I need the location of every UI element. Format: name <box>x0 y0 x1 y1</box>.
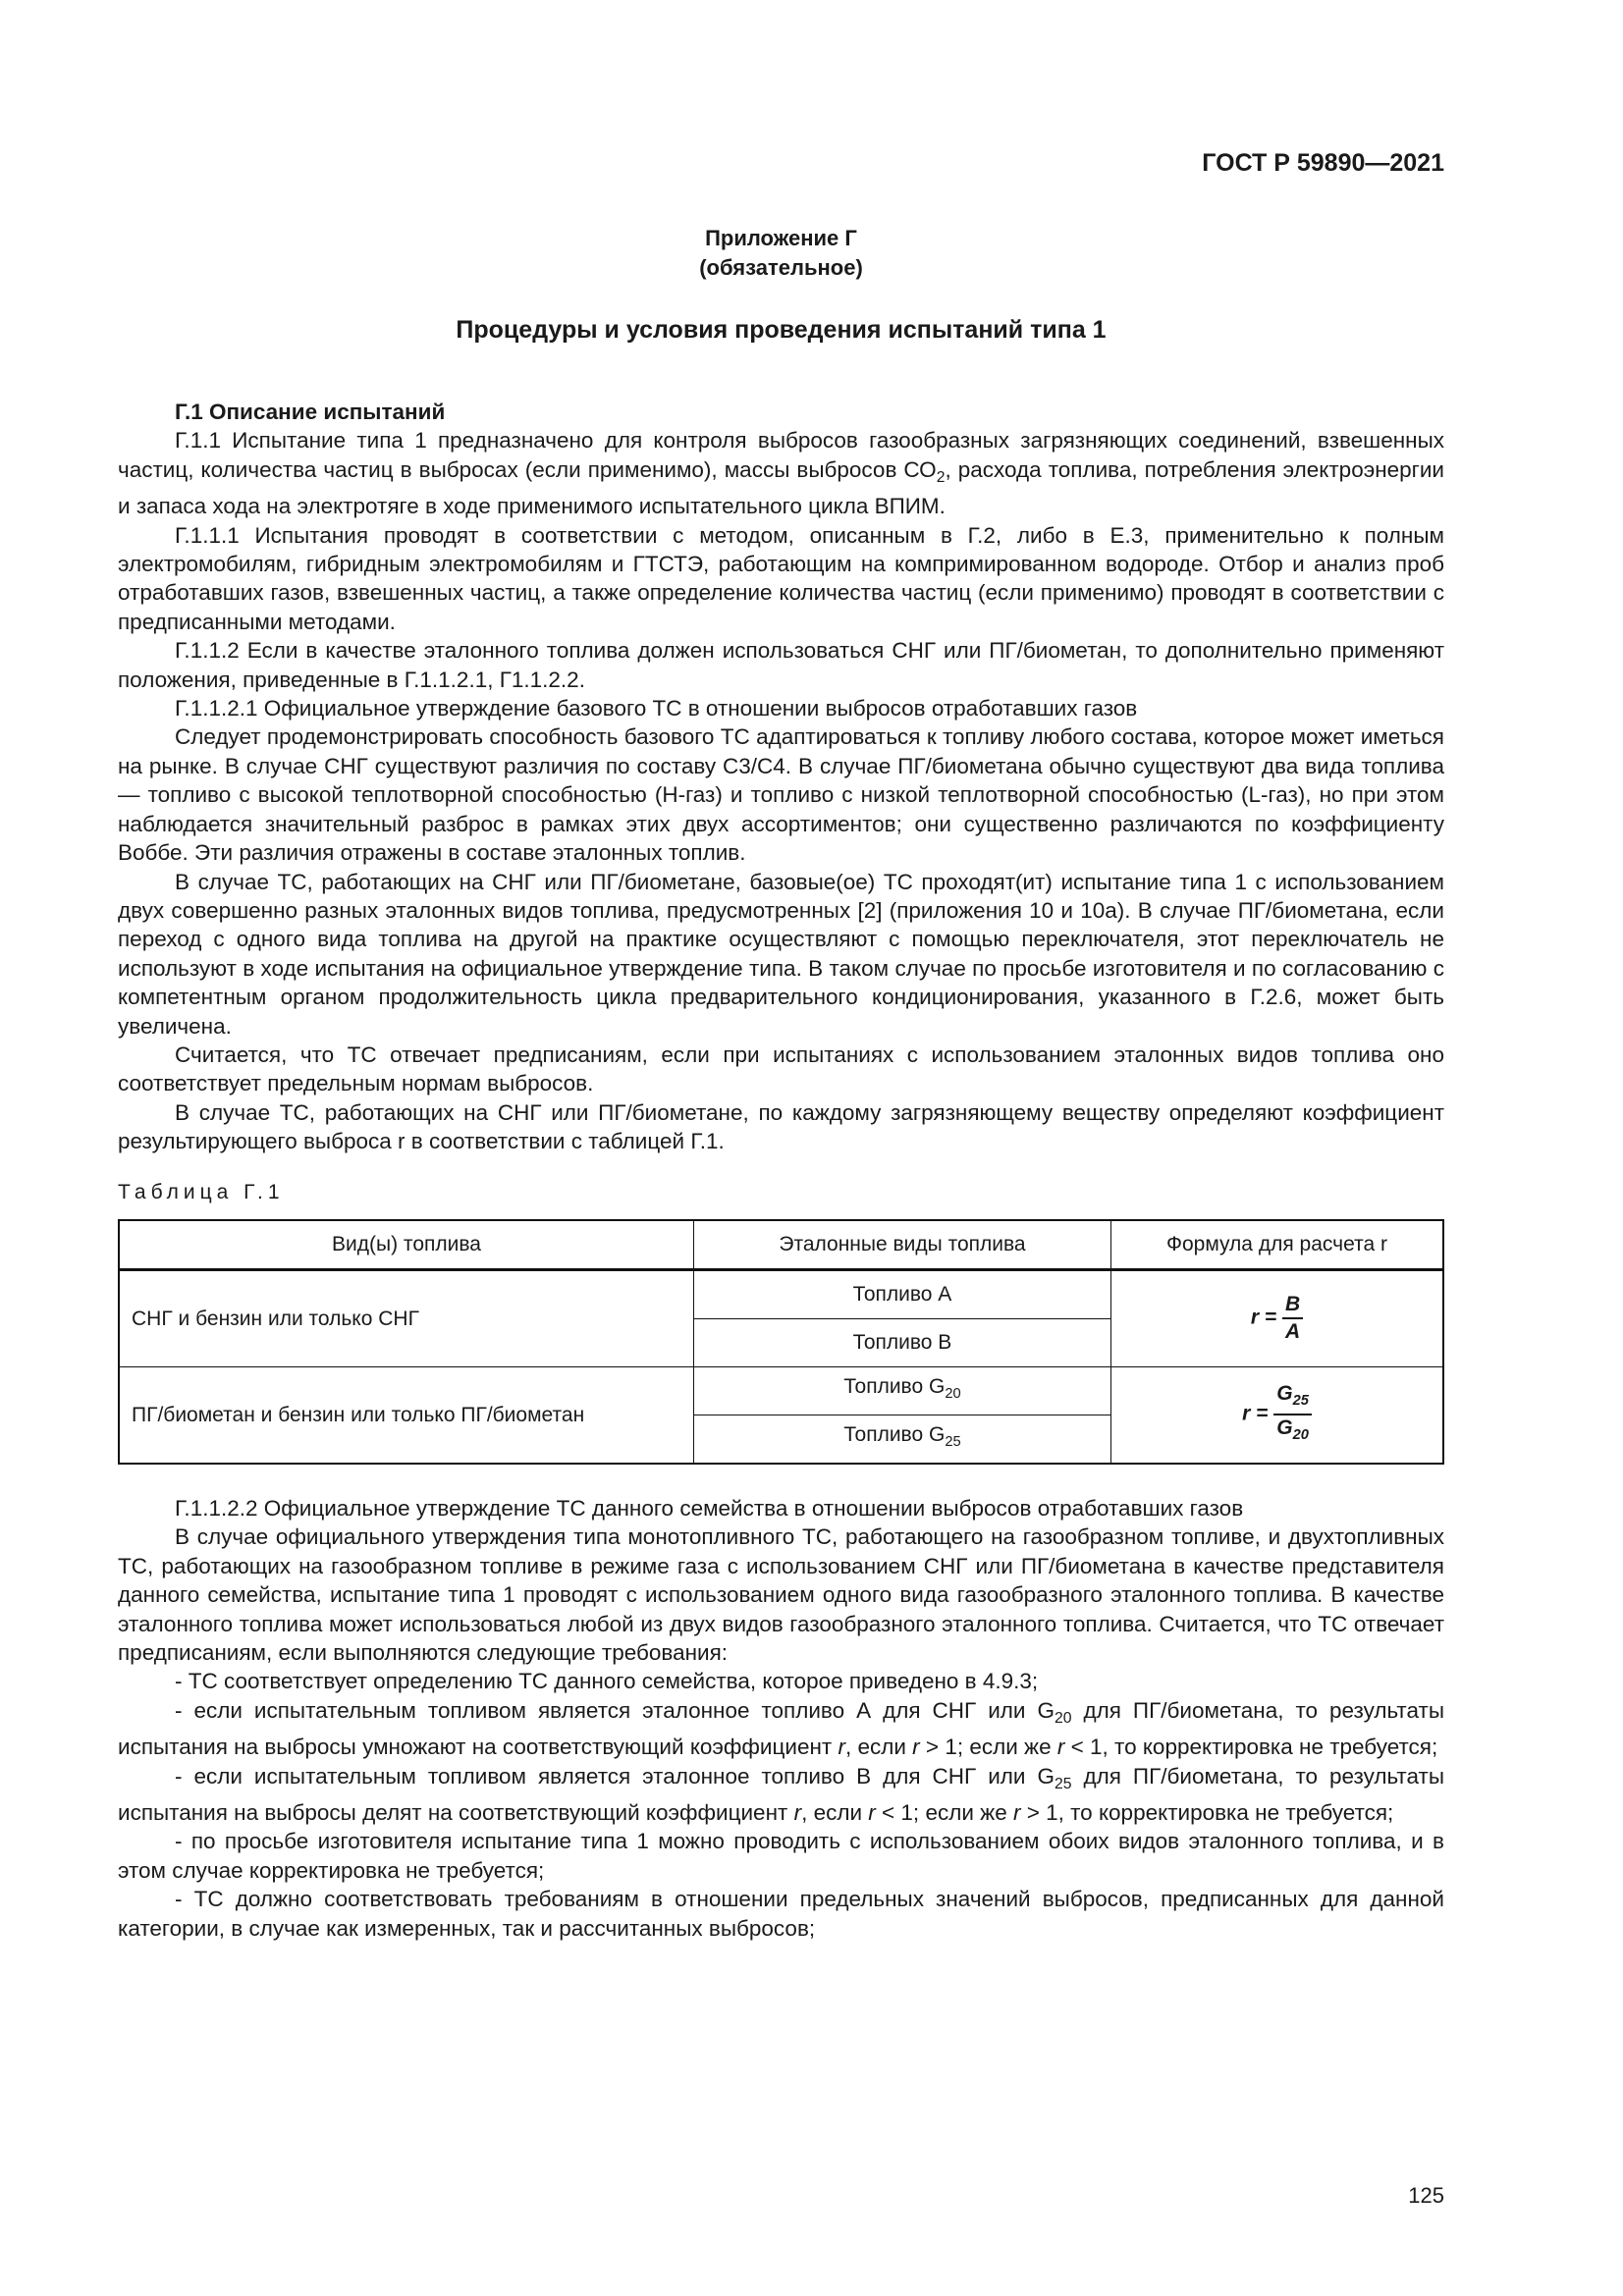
table-row <box>119 1366 1443 1415</box>
after-table-text <box>118 1494 1444 1943</box>
paragraph: Г.1.1.1 Испытания проводят в соответствии с методом, описанным в Г.2, либо в Е.3, применительно к полным электромобилям, гибридным электромобилям и ГТСТЭ, работающим на компримированном водороде. Отбор и анализ проб отработавших газов, взвешенных частиц, а также определение количества частиц (если применимо) проводят в соответствии с предписанными методами. <box>118 522 1444 634</box>
fraction: $\frac{G_{25}}{G_{20}}$ <box>1273 1381 1312 1448</box>
table-caption: Таблица Г.1 <box>118 1180 285 1203</box>
table-cell: ПГ/биометан и бензин или только ПГ/биометан <box>119 1366 694 1464</box>
paragraph: Г.1.1.2.1 Официальное утверждение базового ТС в отношении выбросов отработавших газов <box>175 696 1138 721</box>
table-header: Эталонные виды топлива <box>694 1220 1111 1270</box>
page-number: 125 <box>1408 2183 1444 2208</box>
list-item: - ТС должно соответствовать требованиям в отношении предельных значений выбросов, предписанных для данной категории, в случае как измеренных, так и рассчитанных выбросов; <box>118 1887 1444 1941</box>
paragraph: В случае ТС, работающих на СНГ или ПГ/биометане, базовые(ое) ТС проходят(ит) испытание типа 1 с использованием двух совершенно разных эталонных видов топлива, предусмотренных [2] (приложения 10 и 10а). В случае ПГ/биометана, если переход с одного вида топлива на другой на практике осуществляют с помощью переключателя, этот переключатель не используют в ходе испытания на официальное утверждение типа. В таком случае по просьбе изготовителя и по согласованию с компетентным органом продолжительность цикла предварительного кондиционирования, указанного в Г.2.6, может быть увеличена. <box>118 869 1444 1039</box>
list-item: - ТС соответствует определению ТС данного семейства, которое приведено в 4.9.3; <box>175 1669 1039 1694</box>
table-cell: СНГ и бензин или только СНГ <box>119 1269 694 1366</box>
list-item: - если испытательным топливом является эталонное топливо В для СНГ или $G_{25}$ для ПГ/биометана, то результаты испытания на выбросы делят на соответствующий коэффициент r, если r < 1; если же r > 1, то корректировка не требуется; <box>118 1763 1444 1826</box>
formula-cell: r = $\frac{G_{25}}{G_{20}}$ <box>1111 1366 1444 1464</box>
paragraph: Г.1.1.2 Если в качестве эталонного топлива должен использоваться СНГ или ПГ/биометан, то дополнительно применяют положения, приведенные в Г.1.1.2.1, Г1.1.2.2. <box>118 638 1444 692</box>
body-text <box>118 398 1444 1943</box>
paragraph: Считается, что ТС отвечает предписаниям, если при испытаниях с использованием эталонных видов топлива оно соответствует предельным нормам выбросов. <box>118 1041 1444 1096</box>
appendix-label: Приложение Г <box>705 226 857 250</box>
table-cell: Топливо А <box>694 1269 1111 1318</box>
list-item: - если испытательным топливом является эталонное топливо А для СНГ или $G_{20}$ для ПГ/биометана, то результаты испытания на выбросы умножают на соответствующий коэффициент r, если r > 1; если же r < 1, то корректировка не требуется; <box>118 1697 1444 1760</box>
standard-code: ГОСТ Р 59890—2021 <box>1202 149 1444 177</box>
appendix-status: (обязательное) <box>699 255 863 280</box>
paragraph: В случае ТС, работающих на СНГ или ПГ/биометане, по каждому загрязняющему веществу определяют коэффициент результирующего выброса r в соответствии с таблицей Г.1. <box>118 1099 1444 1154</box>
table-cell: Топливо $G_{25}$ <box>694 1415 1111 1464</box>
table-header: Формула для расчета r <box>1111 1220 1444 1270</box>
main-title: Процедуры и условия проведения испытаний типа 1 <box>456 316 1107 344</box>
table-cell: Топливо В <box>694 1318 1111 1366</box>
table-header-row <box>119 1220 1443 1270</box>
paragraph: Г.1.1.2.2 Официальное утверждение ТС данного семейства в отношении выбросов отработавших газов <box>175 1495 1244 1521</box>
section-heading: Г.1 Описание испытаний <box>175 400 446 424</box>
fraction: $\frac{B}{A}$ <box>1282 1292 1303 1345</box>
paragraph: Г.1.1 Испытание типа 1 предназначено для контроля выбросов газообразных загрязняющих соединений, взвешенных частиц, количества частиц в выбросах (если применимо), массы выбросов $СО_2$, расхода топлива, потребления электроэнергии и запаса хода на электротяге в ходе применимого испытательного цикла ВПИМ. <box>118 428 1444 519</box>
table-row <box>119 1269 1443 1318</box>
paragraph: В случае официального утверждения типа монотопливного ТС, работающего на газообразном топливе, и двухтопливных ТС, работающих на газообразном топливе в режиме газа с использованием СНГ или ПГ/биометана в качестве представителя данного семейства, испытание типа 1 проводят с использованием одного вида газообразного эталонного топлива. В качестве эталонного топлива может использоваться любой из двух видов газообразного эталонного топлива. Считается, что ТС отвечает предписаниям, если выполняются следующие требования: <box>118 1524 1444 1665</box>
formula-cell: r = $\frac{B}{A}$ <box>1111 1269 1444 1366</box>
title-block <box>118 224 1444 345</box>
table-cell: Топливо $G_{20}$ <box>694 1366 1111 1415</box>
list-item: - по просьбе изготовителя испытание типа 1 можно проводить с использованием обоих видов эталонного топлива, и в этом случае корректировка не требуется; <box>118 1829 1444 1883</box>
table-header: Вид(ы) топлива <box>119 1220 694 1270</box>
fuel-table <box>118 1219 1444 1465</box>
paragraph: Следует продемонстрировать способность базового ТС адаптироваться к топливу любого состава, которое может иметься на рынке. В случае СНГ существуют различия по составу С3/С4. В случае ПГ/биометана обычно существуют два вида топлива — топливо с высокой теплотворной способностью (Н-газ) и топливо с низкой теплотворной способностью (L-газ), но при этом наблюдается значительный разброс в рамках этих двух ассортиментов; они существенно различаются по коэффициенту Воббе. Эти различия отражены в составе эталонных топлив. <box>118 724 1444 866</box>
